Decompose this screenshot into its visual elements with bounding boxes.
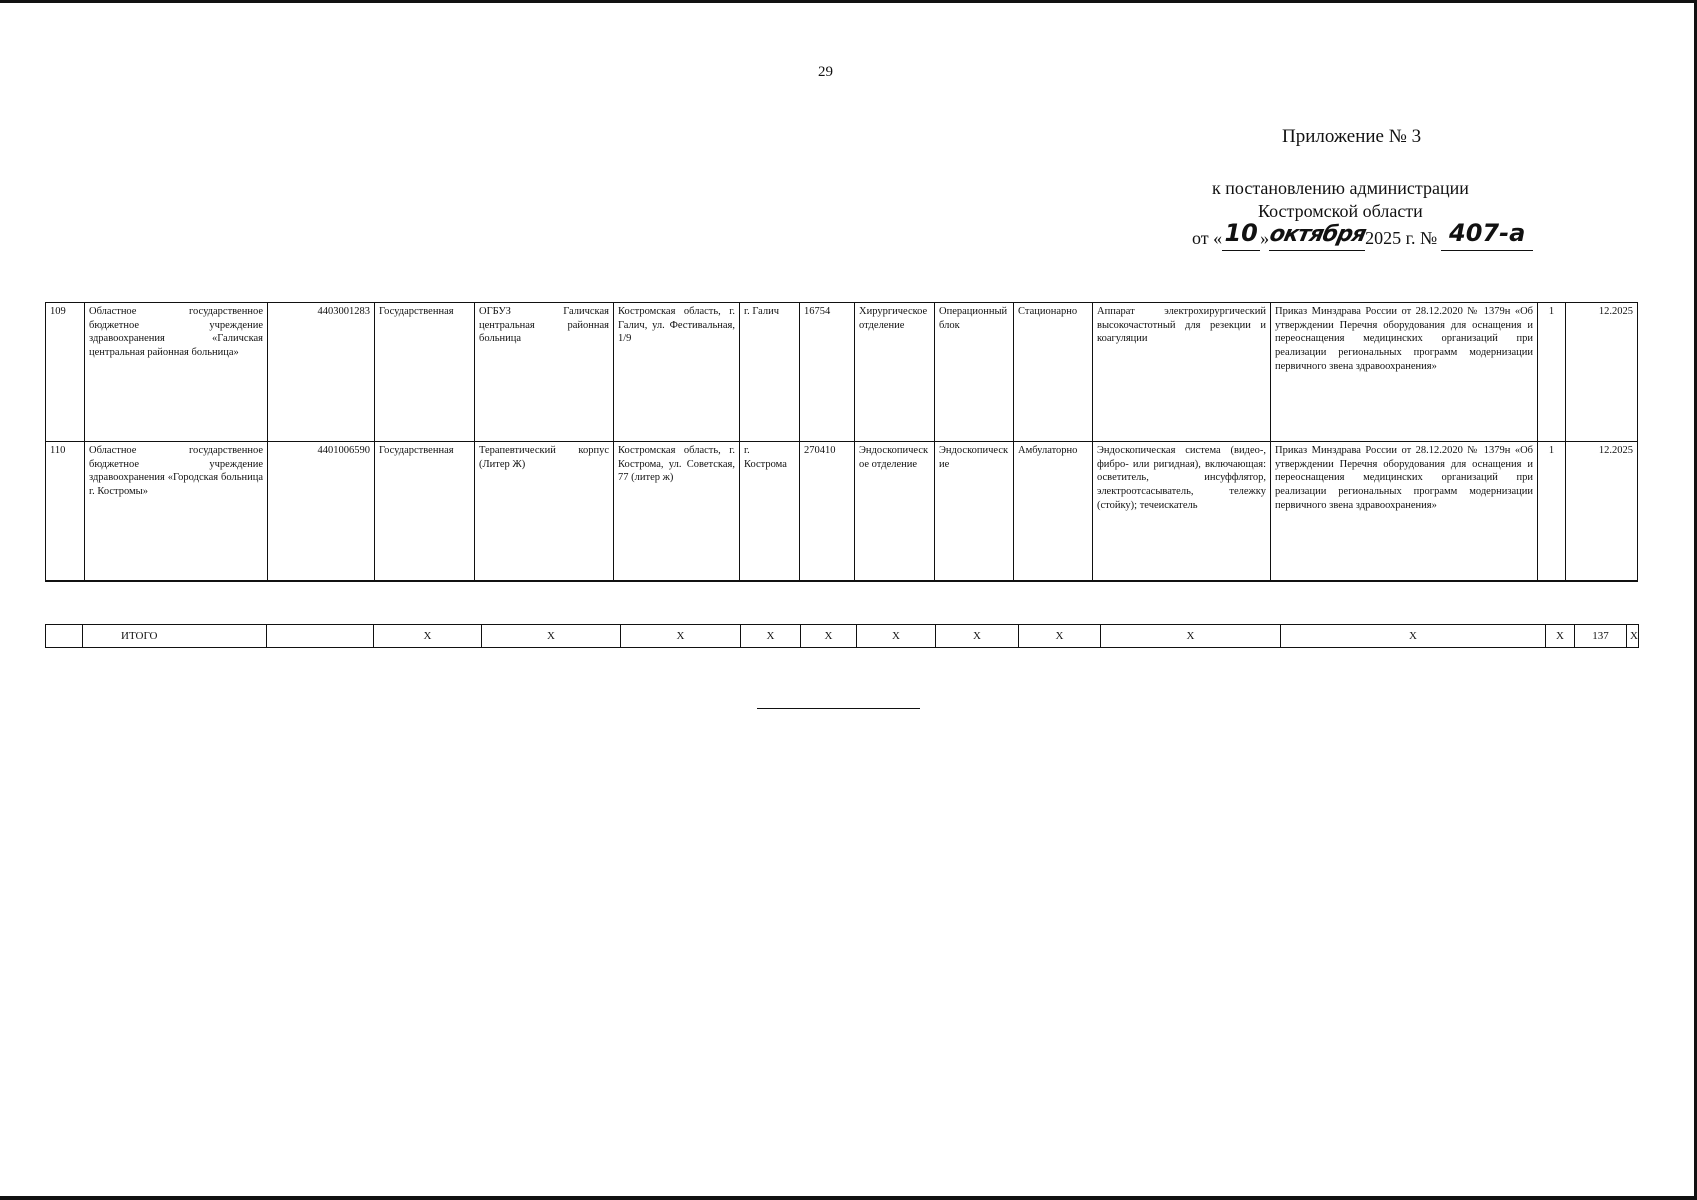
cell-unit: Операционный блок (935, 303, 1014, 442)
cell-population: 270410 (800, 442, 855, 582)
cell-care-type: Амбулаторно (1014, 442, 1093, 582)
scan-edge-top (0, 0, 1697, 3)
total-table (45, 624, 1639, 648)
cell-qty: 1 (1538, 303, 1566, 442)
cell-qty: 1 (1538, 442, 1566, 582)
cell-unit: Эндоскопические (935, 442, 1014, 582)
cell-equipment: Аппарат электрохирургический высокочастотный для резекции и коагуляции (1093, 303, 1271, 442)
cell-city: г. Кострома (740, 442, 800, 582)
cell-equipment: Эндоскопическая система (видео-, фибро- или ригидная), включающая: осветитель, инсуффлятор, электроотсасыватель, тележку (стойку); течеискатель (1093, 442, 1271, 582)
cell-city: г. Галич (740, 303, 800, 442)
total-label: ИТОГО (83, 625, 267, 648)
total-x: X (741, 625, 801, 648)
total-cell-blank (46, 625, 83, 648)
handwritten-number: 407-а (1449, 219, 1526, 247)
total-x: X (1627, 625, 1639, 648)
handwritten-month: октября (1266, 222, 1368, 247)
cell-inn: 4403001283 (268, 303, 375, 442)
cell-basis: Приказ Минздрава России от 28.12.2020 № 1379н «Об утверждении Перечня оборудования для оснащения и переоснащения медицинских организаций при реализации региональных программ модернизации первичного звена здравоохранения» (1271, 442, 1538, 582)
footer-rule (757, 708, 920, 709)
total-x: X (857, 625, 936, 648)
total-row (46, 625, 1639, 648)
total-x: X (1019, 625, 1101, 648)
cell-no: 110 (46, 442, 85, 582)
total-x: X (1281, 625, 1546, 648)
decree-date-number (1192, 219, 1533, 251)
total-x: X (621, 625, 741, 648)
total-cell-blank (267, 625, 374, 648)
total-x: X (1546, 625, 1575, 648)
handwritten-day: 10 (1224, 219, 1258, 247)
cell-date: 12.2025 (1566, 303, 1638, 442)
total-sum: 137 (1575, 625, 1627, 648)
total-x: X (1101, 625, 1281, 648)
decree-year: 2025 г. № (1365, 228, 1438, 248)
total-x: X (482, 625, 621, 648)
cell-inn: 4401006590 (268, 442, 375, 582)
total-x: X (801, 625, 857, 648)
table-row (46, 303, 1638, 442)
cell-address: Костромская область, г. Кострома, ул. Советская, 77 (литер ж) (614, 442, 740, 582)
cell-department: Хирургическое отделение (855, 303, 935, 442)
table-row (46, 442, 1638, 582)
cell-care-type: Стационарно (1014, 303, 1093, 442)
cell-facility: Терапевтический корпус (Литер Ж) (475, 442, 614, 582)
appendix-title: Приложение № 3 (1282, 126, 1422, 147)
cell-address: Костромская область, г. Галич, ул. Фестивальная, 1/9 (614, 303, 740, 442)
page-number: 29 (818, 64, 833, 80)
decree-prefix: от « (1192, 228, 1223, 248)
total-x: X (374, 625, 482, 648)
scan-edge-bottom (0, 1196, 1697, 1200)
cell-date: 12.2025 (1566, 442, 1638, 582)
cell-org: Областное государственное бюджетное учреждение здравоохранения «Городская больница г. Костромы» (85, 442, 268, 582)
cell-facility: ОГБУЗ Галичская центральная районная больница (475, 303, 614, 442)
cell-no: 109 (46, 303, 85, 442)
cell-basis: Приказ Минздрава России от 28.12.2020 № 1379н «Об утверждении Перечня оборудования для оснащения и переоснащения медицинских организаций при реализации региональных программ модернизации первичного звена здравоохранения» (1271, 303, 1538, 442)
cell-population: 16754 (800, 303, 855, 442)
decree-line-2: Костромской области (1258, 201, 1423, 221)
cell-ownership: Государственная (375, 442, 475, 582)
cell-org: Областное государственное бюджетное учреждение здравоохранения «Галичская центральная районная больница» (85, 303, 268, 442)
cell-ownership: Государственная (375, 303, 475, 442)
decree-mid: » (1260, 228, 1270, 248)
equipment-table (45, 302, 1638, 582)
total-x: X (936, 625, 1019, 648)
decree-line-1: к постановлению администрации (1212, 178, 1469, 198)
cell-department: Эндоскопическое отделение (855, 442, 935, 582)
